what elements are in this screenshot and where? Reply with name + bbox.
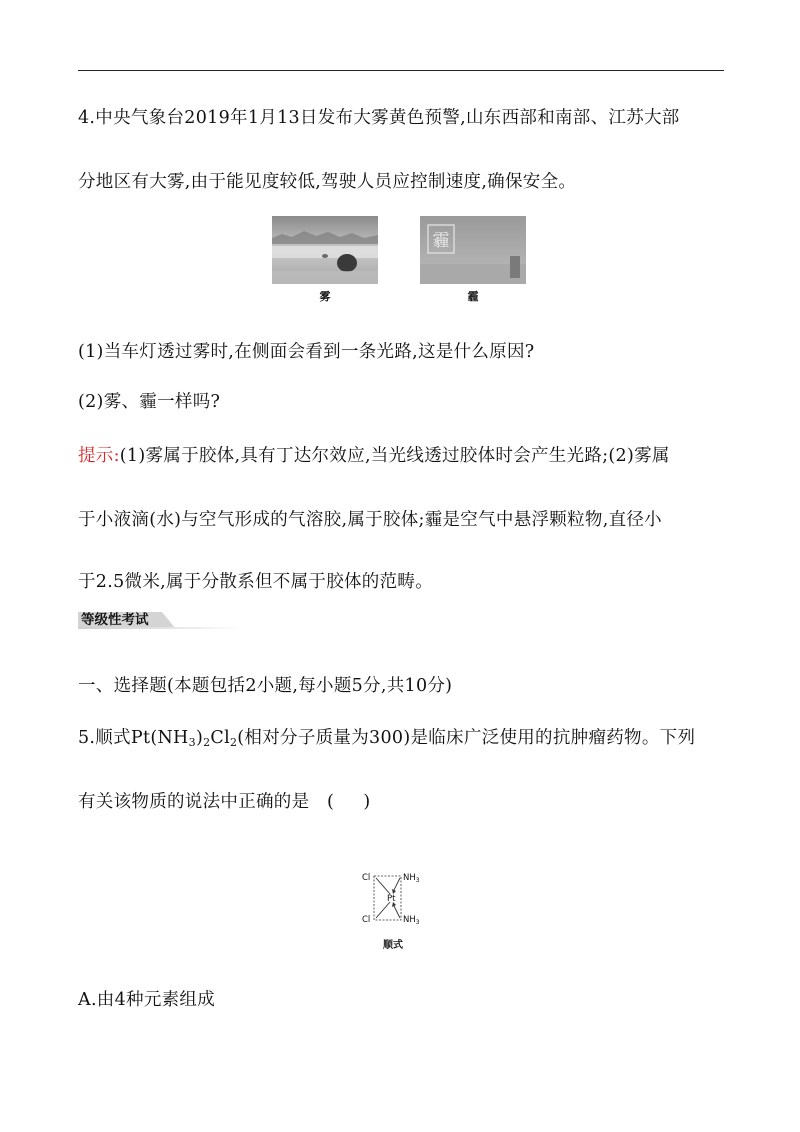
section-tab [78,612,243,629]
fog-caption: 雾 [319,290,331,303]
part1-heading: 一、选择题(本题包括2小题,每小题5分,共10分) [78,676,453,696]
header-rule [78,70,724,71]
nh3-top-label: $NH_3$ [403,873,420,884]
hint-line-1 [78,444,670,468]
hint-label: 提示: [78,446,120,466]
q5-formula-sub2a: 2 [203,736,211,749]
q4-sub-2: (2)雾、霾一样吗? [78,392,221,412]
section-title: 等级性考试 [81,612,149,628]
q4-sub-1: (1)当车灯透过雾时,在侧面会看到一条光路,这是什么原因? [78,342,535,362]
q5-formula-pt: Pt(NH [130,728,189,748]
structure-caption: 顺式 [383,940,403,951]
nh3-bottom-label: $NH_3$ [403,915,420,926]
q5-rest-line-1: (相对分子质量为300)是临床广泛使用的抗肿瘤药物。下列 [237,728,696,748]
q5-formula-paren: ) [195,728,204,748]
q5-line-2: 有关该物质的说法中正确的是 ( ) [78,792,371,812]
q5-line-1 [78,726,695,755]
pt-center-label: Pt [387,894,396,904]
q4-line-1: 4.中央气象台2019年1月13日发布大雾黄色预警,山东西部和南部、江苏大部 [78,108,680,128]
cl-top-label: Cl [362,873,371,883]
q5-formula-sub3: 3 [188,736,196,749]
hint-text-1: (1)雾属于胶体,具有丁达尔效应,当光线透过胶体时会产生光路;(2)雾属 [119,446,670,466]
fog-photo [272,216,378,284]
hint-line-2: 于小液滴(水)与空气形成的气溶胶,属于胶体;霾是空气中悬浮颗粒物,直径小 [78,510,662,530]
q5-formula-sub2b: 2 [229,736,238,749]
cisplatin-structure [362,870,442,932]
q5-formula-cl: Cl [210,728,230,748]
cl-bottom-label: Cl [362,915,371,925]
haze-sign-text: 霾 [432,231,450,251]
hint-line-3: 于2.5微米,属于分散系但不属于胶体的范畴。 [78,572,433,592]
q5-option-a: A.由4种元素组成 [78,990,216,1010]
haze-photo [420,216,526,284]
haze-caption: 霾 [467,290,479,303]
q4-line-2: 分地区有大雾,由于能见度较低,驾驶人员应控制速度,确保安全。 [78,172,577,192]
q5-prefix: 5.顺式 [78,728,131,748]
